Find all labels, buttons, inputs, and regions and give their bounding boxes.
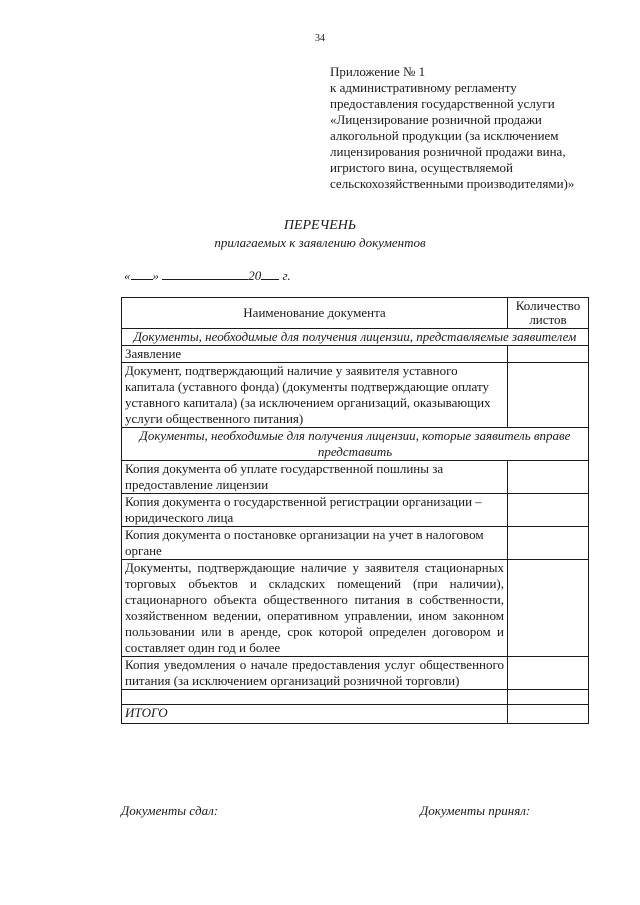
document-name-cell: Копия документа о государственной регистрации организации – юридического лица — [122, 494, 508, 527]
table-row — [122, 363, 589, 428]
table-row — [122, 346, 589, 363]
table-row — [122, 657, 589, 690]
sheet-count-cell[interactable] — [508, 461, 589, 494]
sheet-count-cell[interactable] — [508, 363, 589, 428]
empty-row — [122, 690, 589, 705]
appendix-block — [330, 64, 620, 192]
section-header-row — [122, 428, 589, 461]
document-name-cell: Заявление — [122, 346, 508, 363]
document-name-cell: Копия документа о постановке организации на учет в налоговом органе — [122, 527, 508, 560]
appendix-line: лицензирования розничной продажи вина, — [330, 144, 566, 159]
sheet-count-cell[interactable] — [508, 494, 589, 527]
appendix-line: «Лицензирование розничной продажи — [330, 112, 542, 127]
section-title: Документы, необходимые для получения лицензии, представляемые заявителем — [122, 329, 589, 346]
document-name-cell: Документы, подтверждающие наличие у заявителя стационарных торговых объектов и складских помещений (при наличии), стационарного объекта общественного питания в собственности, хозяйственном ведении, оперативном управлении, ином законном пользовании или в аренде, срок которой определен договором и составляет один год и более — [122, 560, 508, 657]
sheet-count-cell[interactable] — [508, 527, 589, 560]
header-document-name: Наименование документа — [122, 298, 508, 329]
sheet-count-cell[interactable] — [508, 560, 589, 657]
year-suffix: г. — [282, 268, 291, 283]
appendix-line: алкогольной продукции (за исключением — [330, 128, 559, 143]
document-name-cell: Копия документа об уплате государственной пошлины за предоставление лицензии — [122, 461, 508, 494]
appendix-line: Приложение № 1 — [330, 64, 426, 79]
total-sheet-count[interactable] — [508, 705, 589, 724]
received-by-label: Документы принял: — [420, 803, 531, 818]
date-line — [124, 267, 291, 284]
header-sheet-count: Количество листов — [508, 298, 589, 329]
sheet-count-cell[interactable] — [508, 346, 589, 363]
close-quote: » — [152, 268, 159, 283]
table-header-row — [122, 298, 589, 329]
sheet-count-cell[interactable] — [508, 690, 589, 705]
year-prefix: 20 — [248, 268, 262, 283]
appendix-line: сельскохозяйственными производителями)» — [330, 176, 575, 191]
submitted-by-label: Документы сдал: — [121, 803, 219, 818]
table-row — [122, 461, 589, 494]
document-name-cell: Документ, подтверждающий наличие у заявителя уставного капитала (уставного фонда) (документы подтверждающие оплату уставного капитала) (за исключением организаций, оказывающих услуги общественного питания) — [122, 363, 508, 428]
day-blank[interactable] — [131, 267, 153, 280]
document-subtitle: прилагаемых к заявлению документов — [214, 235, 426, 250]
table-row — [122, 560, 589, 657]
document-title: ПЕРЕЧЕНЬ — [283, 218, 357, 233]
open-quote: « — [124, 268, 131, 283]
total-row — [122, 705, 589, 724]
table-row — [122, 527, 589, 560]
appendix-line: к административному регламенту — [330, 80, 517, 95]
appendix-line: предоставления государственной услуги — [330, 96, 555, 111]
section-header-row — [122, 329, 589, 346]
appendix-line: игристого вина, осуществляемой — [330, 160, 513, 175]
sheet-count-cell[interactable] — [508, 657, 589, 690]
month-blank[interactable] — [162, 267, 248, 280]
documents-table — [121, 297, 589, 724]
table-row — [122, 494, 589, 527]
document-name-cell[interactable] — [122, 690, 508, 705]
total-label: ИТОГО — [122, 705, 508, 724]
section-title: Документы, необходимые для получения лицензии, которые заявитель вправе представить — [122, 428, 589, 461]
document-name-cell: Копия уведомления о начале предоставления услуг общественного питания (за исключением организаций розничной торговли) — [122, 657, 508, 690]
year-blank[interactable] — [261, 267, 279, 280]
page-number: 34 — [315, 33, 325, 44]
